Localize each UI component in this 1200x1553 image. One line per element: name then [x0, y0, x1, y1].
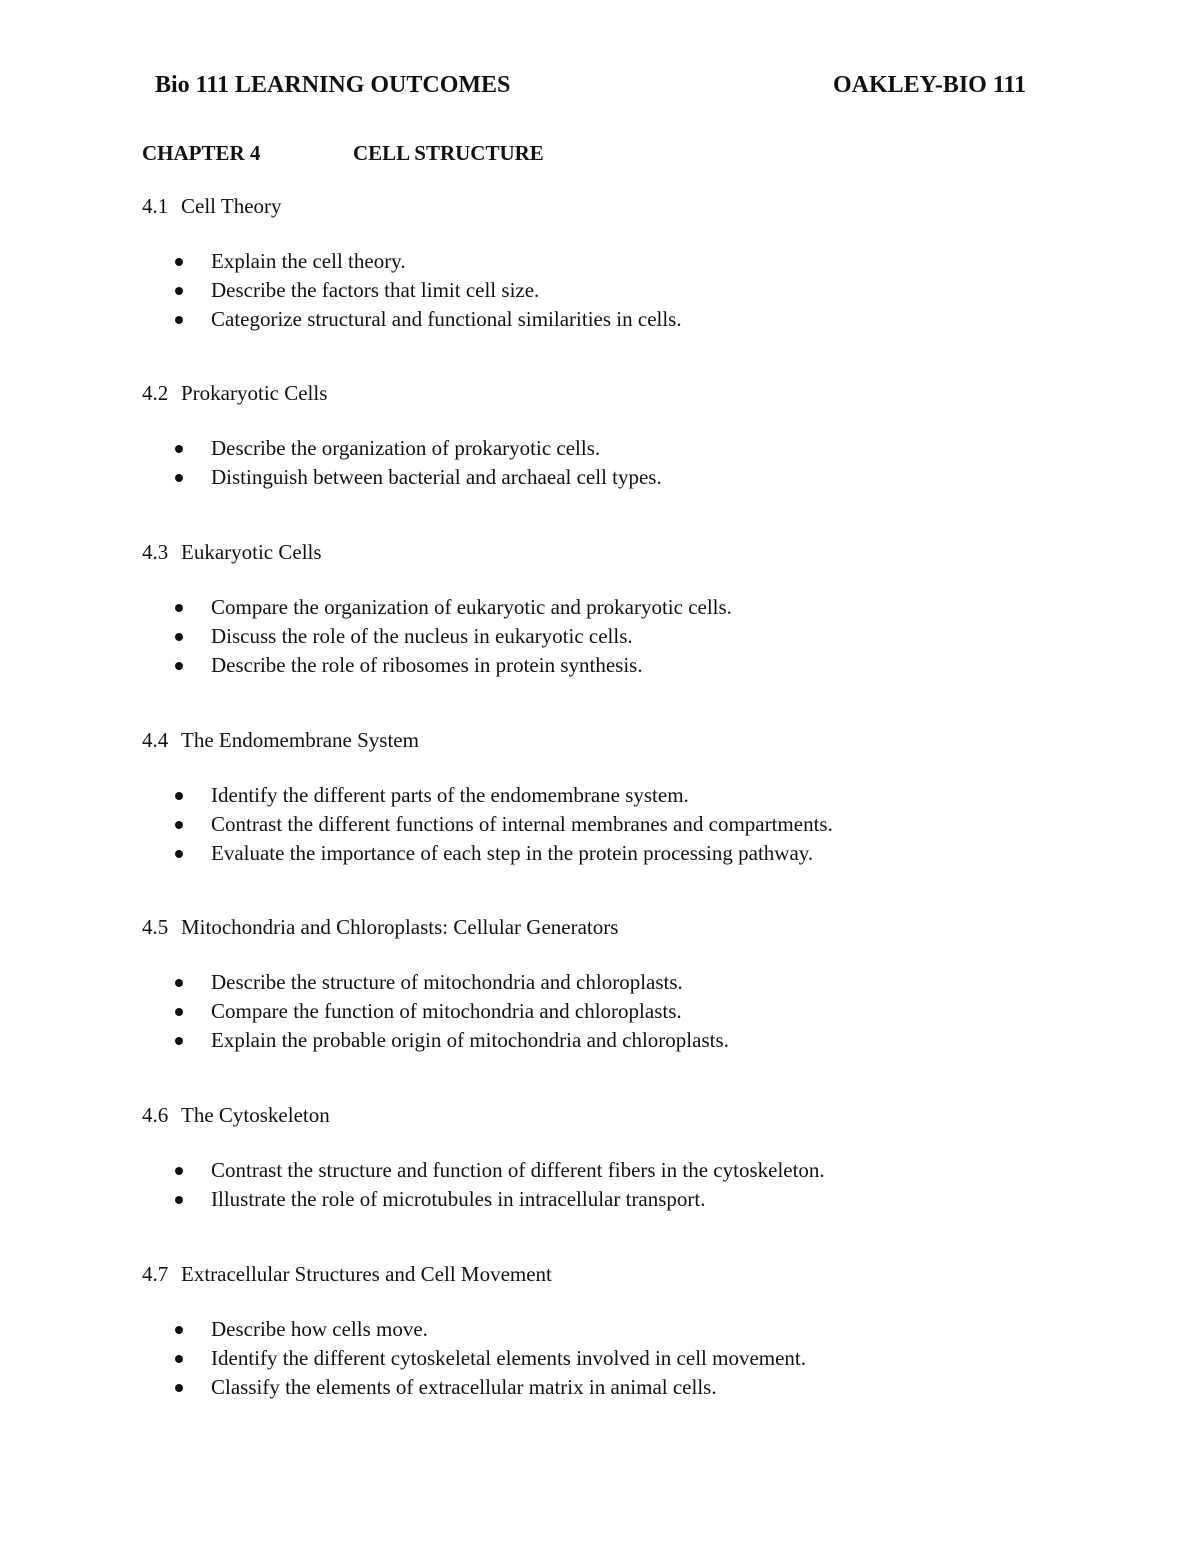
- section-title: Extracellular Structures and Cell Movement: [181, 1262, 552, 1286]
- section-number: 4.4: [142, 728, 169, 752]
- bullet-icon: [175, 979, 183, 987]
- outcome-text: Explain the cell theory.: [211, 249, 406, 273]
- section-heading: [142, 380, 1102, 406]
- bullet-icon: [175, 1008, 183, 1016]
- section-title: Mitochondria and Chloroplasts: Cellular Generators: [181, 915, 619, 939]
- section-heading: [142, 1261, 1102, 1287]
- section-4-6: [142, 1102, 1102, 1214]
- list-item: [142, 622, 1102, 651]
- outcome-text: Contrast the different functions of internal membranes and compartments.: [211, 812, 833, 836]
- bullet-icon: [175, 792, 183, 800]
- list-item: [142, 651, 1102, 680]
- chapter-number: CHAPTER 4: [142, 141, 261, 165]
- outcome-list: [142, 434, 1102, 492]
- outcome-text: Describe the organization of prokaryotic cells.: [211, 436, 601, 460]
- bullet-icon: [175, 316, 183, 324]
- outcome-text: Identify the different cytoskeletal elements involved in cell movement.: [211, 1346, 807, 1370]
- outcome-text: Describe how cells move.: [211, 1317, 428, 1341]
- outcome-text: Illustrate the role of microtubules in intracellular transport.: [211, 1187, 706, 1211]
- chapter-title: CELL STRUCTURE: [353, 141, 544, 165]
- outcome-text: Explain the probable origin of mitochondria and chloroplasts.: [211, 1028, 729, 1052]
- section-heading: [142, 914, 1102, 940]
- list-item: [142, 810, 1102, 839]
- section-heading: [142, 193, 1102, 219]
- outcome-text: Categorize structural and functional similarities in cells.: [211, 307, 682, 331]
- bullet-icon: [175, 604, 183, 612]
- section-title: Cell Theory: [181, 194, 282, 218]
- list-item: [142, 781, 1102, 810]
- outcome-list: [142, 968, 1102, 1055]
- list-item: [142, 463, 1102, 492]
- document-title: Bio 111 LEARNING OUTCOMES: [155, 72, 511, 98]
- section-4-1: [142, 193, 1102, 334]
- section-heading: [142, 1102, 1102, 1128]
- section-4-4: [142, 727, 1102, 868]
- outcome-text: Evaluate the importance of each step in the protein processing pathway.: [211, 841, 814, 865]
- bullet-icon: [175, 1355, 183, 1363]
- list-item: [142, 839, 1102, 868]
- section-number: 4.3: [142, 540, 169, 564]
- section-heading: [142, 727, 1102, 753]
- bullet-icon: [175, 1196, 183, 1204]
- section-number: 4.2: [142, 381, 169, 405]
- bullet-icon: [175, 821, 183, 829]
- list-item: [142, 247, 1102, 276]
- outcome-text: Describe the factors that limit cell size.: [211, 278, 540, 302]
- section-title: The Cytoskeleton: [181, 1103, 330, 1127]
- outcome-list: [142, 593, 1102, 680]
- list-item: [142, 1373, 1102, 1402]
- bullet-icon: [175, 258, 183, 266]
- outcome-text: Compare the organization of eukaryotic and prokaryotic cells.: [211, 595, 732, 619]
- outcome-text: Discuss the role of the nucleus in eukaryotic cells.: [211, 624, 633, 648]
- course-code: OAKLEY-BIO 111: [833, 72, 1027, 98]
- section-heading: [142, 539, 1102, 565]
- section-number: 4.7: [142, 1262, 169, 1286]
- bullet-icon: [175, 1167, 183, 1175]
- list-item: [142, 1026, 1102, 1055]
- section-number: 4.1: [142, 194, 169, 218]
- list-item: [142, 1185, 1102, 1214]
- section-4-7: [142, 1261, 1102, 1402]
- outcome-text: Describe the structure of mitochondria and chloroplasts.: [211, 970, 683, 994]
- list-item: [142, 593, 1102, 622]
- bullet-icon: [175, 662, 183, 670]
- outcome-text: Describe the role of ribosomes in protein synthesis.: [211, 653, 643, 677]
- section-4-2: [142, 380, 1102, 492]
- section-number: 4.6: [142, 1103, 169, 1127]
- bullet-icon: [175, 1384, 183, 1392]
- section-4-3: [142, 539, 1102, 680]
- outcome-list: [142, 1315, 1102, 1402]
- bullet-icon: [175, 850, 183, 858]
- list-item: [142, 968, 1102, 997]
- list-item: [142, 1315, 1102, 1344]
- outcome-text: Identify the different parts of the endomembrane system.: [211, 783, 689, 807]
- outcome-text: Contrast the structure and function of different fibers in the cytoskeleton.: [211, 1158, 825, 1182]
- bullet-icon: [175, 287, 183, 295]
- section-4-5: [142, 914, 1102, 1055]
- list-item: [142, 434, 1102, 463]
- section-number: 4.5: [142, 915, 169, 939]
- bullet-icon: [175, 445, 183, 453]
- section-title: Eukaryotic Cells: [181, 540, 322, 564]
- list-item: [142, 997, 1102, 1026]
- bullet-icon: [175, 1326, 183, 1334]
- bullet-icon: [175, 474, 183, 482]
- section-title: Prokaryotic Cells: [181, 381, 328, 405]
- outcome-text: Classify the elements of extracellular matrix in animal cells.: [211, 1375, 717, 1399]
- bullet-icon: [175, 633, 183, 641]
- outcome-list: [142, 1156, 1102, 1214]
- list-item: [142, 305, 1102, 334]
- section-title: The Endomembrane System: [181, 728, 419, 752]
- list-item: [142, 1344, 1102, 1373]
- outcome-list: [142, 247, 1102, 334]
- bullet-icon: [175, 1037, 183, 1045]
- outcome-text: Compare the function of mitochondria and chloroplasts.: [211, 999, 682, 1023]
- outcome-text: Distinguish between bacterial and archaeal cell types.: [211, 465, 662, 489]
- outcome-list: [142, 781, 1102, 868]
- list-item: [142, 276, 1102, 305]
- list-item: [142, 1156, 1102, 1185]
